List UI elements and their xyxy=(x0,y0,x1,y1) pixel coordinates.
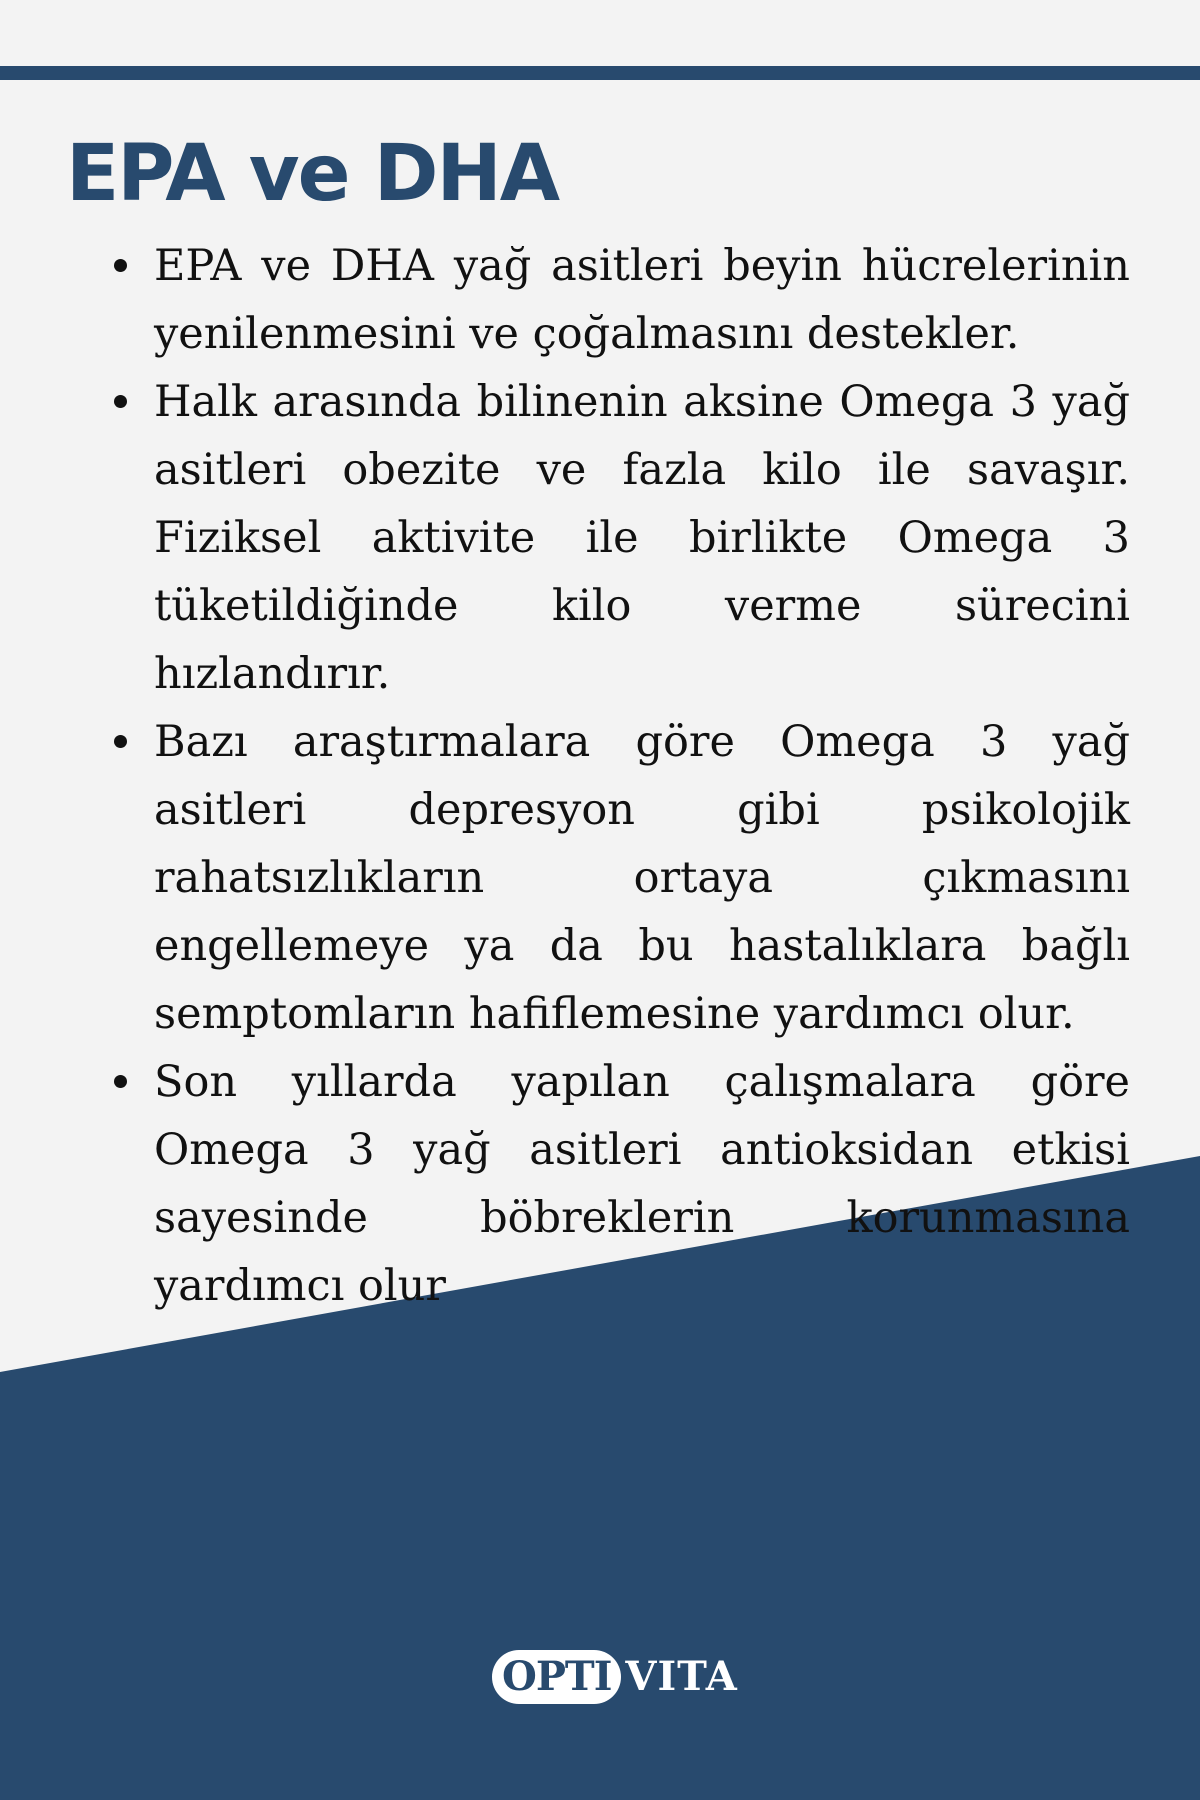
bullet-dot-icon xyxy=(114,259,127,272)
logo-vita-text: VITA xyxy=(625,1653,738,1700)
bullet-item-2 xyxy=(154,368,1130,708)
bullet-item-4 xyxy=(154,1048,1130,1320)
bullet-item-1 xyxy=(154,232,1130,368)
page-title: EPA ve DHA xyxy=(66,129,559,219)
bullet-dot-icon xyxy=(114,1075,127,1088)
bullet-text: Halk arasında bilinenin aksine Omega 3 yağ asitleri obezite ve fazla kilo ile savaşır. Fiziksel aktivite ile birlikte Omega 3 tüketildiğinde kilo verme sürecini hızlandırır. xyxy=(154,377,1130,699)
bullet-text: Son yıllarda yapılan çalışmalara göre Omega 3 yağ asitleri antioksidan etkisi sayesinde böbreklerin korunmasına yardımcı olur xyxy=(154,1057,1130,1311)
optivita-logo xyxy=(492,1648,738,1706)
bullet-item-3 xyxy=(154,708,1130,1048)
logo-opti-text: OPTI xyxy=(492,1650,621,1704)
bullet-dot-icon xyxy=(114,395,127,408)
bullet-dot-icon xyxy=(114,735,127,748)
bullet-text: Bazı araştırmalara göre Omega 3 yağ asitleri depresyon gibi psikolojik rahatsızlıkların ortaya çıkmasını engellemeye ya da bu hastalıklara bağlı semptomların hafiflemesine yardımcı olur. xyxy=(154,717,1130,1039)
bullet-text: EPA ve DHA yağ asitleri beyin hücrelerinin yenilenmesini ve çoğalmasını destekler. xyxy=(154,241,1130,359)
bullet-list xyxy=(154,232,1130,1320)
